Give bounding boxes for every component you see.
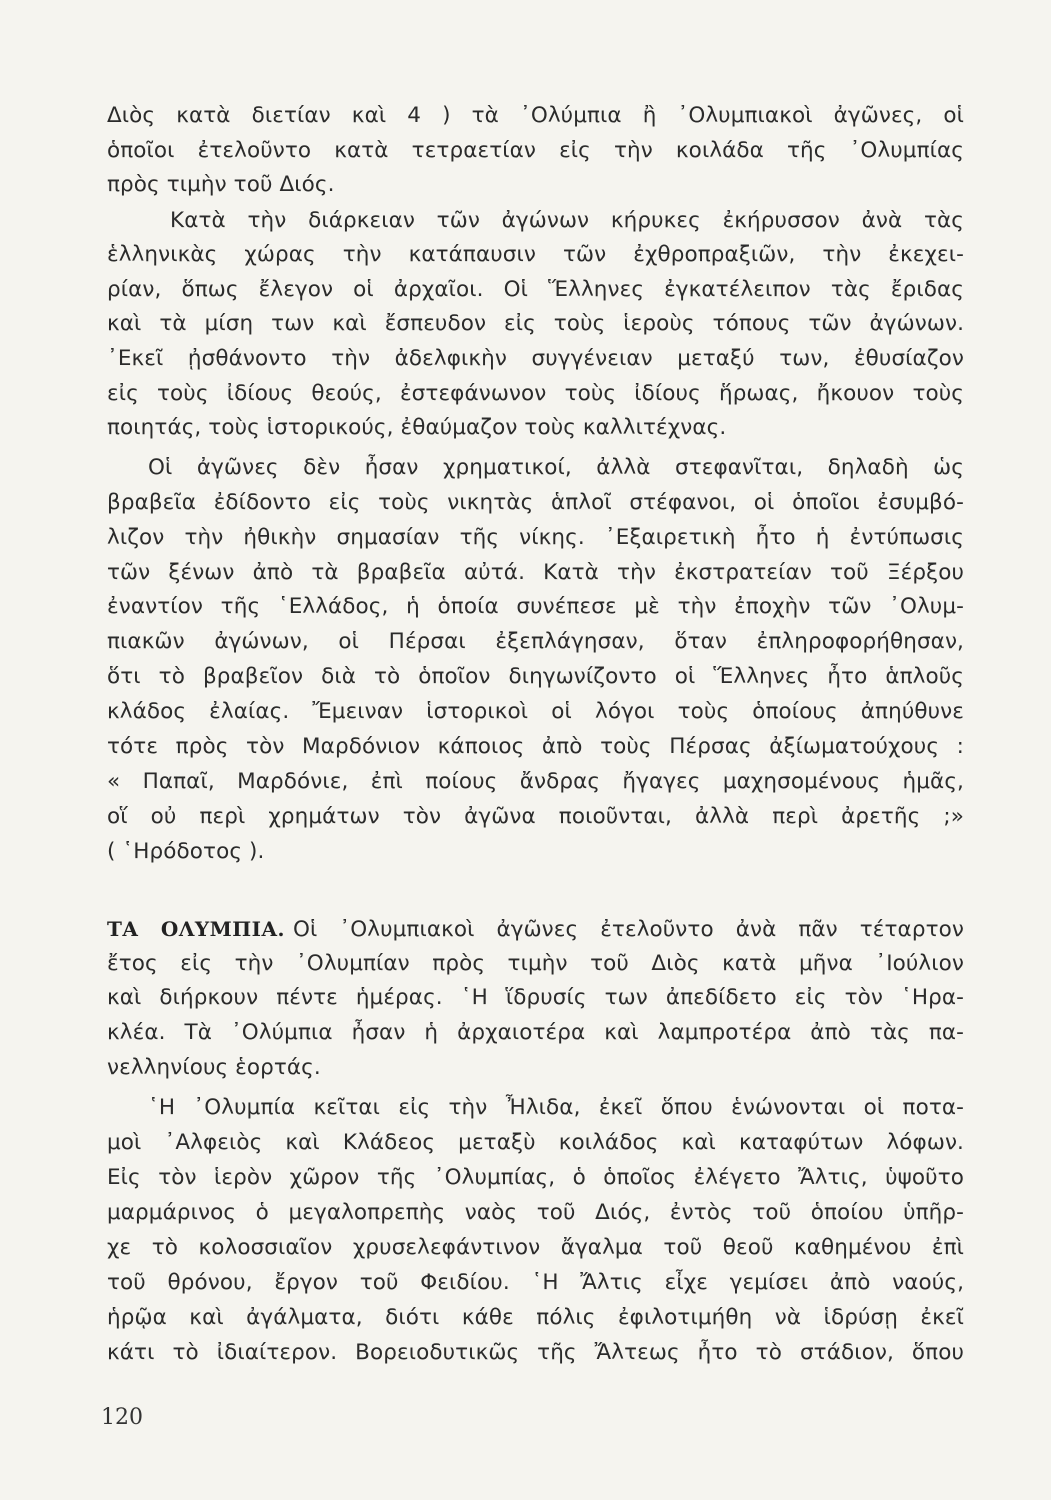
text-line: μαρμάρινος ὁ μεγαλοπρεπὴς ναὸς τοῦ Διός, ἐντὸς τοῦ ὁποίου ὑπῆρ- — [107, 1200, 964, 1225]
section-first-line — [107, 914, 964, 945]
text-line: τότε πρὸς τὸν Μαρδόνιον κάποιος ἀπὸ τοὺς Πέρσας ἀξίωματούχους : — [107, 734, 964, 759]
text-line: ἑλληνικὰς χώρας τὴν κατάπαυσιν τῶν ἐχθροπραξιῶν, τὴν ἐκεχει- — [107, 242, 964, 267]
page-number: 120 — [101, 1405, 143, 1430]
text-line: ὁποῖοι ἐτελοῦντο κατὰ τετραετίαν εἰς τὴν κοιλάδα τῆς ᾿Ολυμπίας — [107, 138, 964, 163]
text-line: χε τὸ κολοσσιαῖον χρυσελεφάντινον ἄγαλμα τοῦ θεοῦ καθημένου ἐπὶ — [107, 1235, 964, 1260]
text-line: Κατὰ τὴν διάρκειαν τῶν ἀγώνων κήρυκες ἐκήρυσσον ἀνὰ τὰς — [170, 208, 964, 233]
text-line: « Παπαῖ, Μαρδόνιε, ἐπὶ ποίους ἄνδρας ἤγαγες μαχησομένους ἡμᾶς, — [107, 769, 964, 794]
text-line: ἡρῷα καὶ ἀγάλματα, διότι κάθε πόλις ἐφιλοτιμήθη νὰ ἱδρύσῃ ἐκεῖ — [107, 1305, 964, 1330]
text-line: Εἰς τὸν ἱερὸν χῶρον τῆς ᾿Ολυμπίας, ὁ ὁποῖος ἐλέγετο Ἄλτις, ὑψοῦτο — [107, 1165, 964, 1190]
section-heading: ΤΑ ΟΛΥΜΠΙΑ. — [107, 917, 285, 941]
text-line: καὶ διήρκουν πέντε ἡμέρας. ῾Η ἵδρυσίς των ἀπεδίδετο εἰς τὸν ῾Ηρα- — [107, 985, 964, 1010]
text-line: ἐναντίον τῆς ῾Ελλάδος, ἡ ὁποία συνέπεσε μὲ τὴν ἐποχὴν τῶν ᾿Ολυμ- — [107, 594, 964, 619]
text-line: νελληνίους ἑορτάς. — [107, 1055, 321, 1080]
text-line: ὅτι τὸ βραβεῖον διὰ τὸ ὁποῖον διηγωνίζοντο οἱ Ἕλληνες ἦτο ἁπλοῦς — [107, 664, 964, 689]
text-line: ἔτος εἰς τὴν ᾿Ολυμπίαν πρὸς τιμὴν τοῦ Διὸς κατὰ μῆνα ᾿Ιούλιον — [107, 951, 964, 976]
text-line: τῶν ξένων ἀπὸ τὰ βραβεῖα αὐτά. Κατὰ τὴν ἐκστρατείαν τοῦ Ξέρξου — [107, 560, 964, 585]
text-line: πρὸς τιμὴν τοῦ Διός. — [107, 172, 335, 197]
text-line: πιακῶν ἀγώνων, οἱ Πέρσαι ἐξεπλάγησαν, ὅταν ἐπληροφορήθησαν, — [107, 629, 964, 654]
text-line: οἵ οὐ περὶ χρημάτων τὸν ἀγῶνα ποιοῦνται, ἀλλὰ περὶ ἀρετῆς ;» — [107, 804, 964, 829]
text-line: κάτι τὸ ἰδιαίτερον. Βορειοδυτικῶς τῆς Ἄλτεως ἦτο τὸ στάδιον, ὅπου — [107, 1340, 964, 1365]
text-line: βραβεῖα ἐδίδοντο εἰς τοὺς νικητὰς ἁπλοῖ στέφανοι, οἱ ὁποῖοι ἐσυμβό- — [107, 490, 964, 515]
text-line: τοῦ θρόνου, ἔργον τοῦ Φειδίου. ῾Η Ἄλτις εἶχε γεμίσει ἀπὸ ναούς, — [107, 1270, 964, 1295]
text-line: ( ῾Ηρόδοτος ). — [107, 839, 265, 864]
text-line: Οἱ ἀγῶνες δὲν ἦσαν χρηματικοί, ἀλλὰ στεφανῖται, δηλαδὴ ὡς — [148, 455, 964, 480]
text-line: καὶ τὰ μίση των καὶ ἔσπευδον εἰς τοὺς ἱεροὺς τόπους τῶν ἀγώνων. — [107, 311, 964, 336]
text-line: ποιητάς, τοὺς ἱστορικούς, ἐθαύμαζον τοὺς καλλιτέχνας. — [107, 415, 727, 440]
text-line: Διὸς κατὰ διετίαν καὶ 4 ) τὰ ᾿Ολύμπια ἢ ᾿Ολυμπιακοὶ ἀγῶνες, οἱ — [107, 103, 964, 128]
text-line: ῾Η ᾿Ολυμπία κεῖται εἰς τὴν Ἦλιδα, ἐκεῖ ὅπου ἑνώνονται οἱ ποτα- — [148, 1095, 964, 1120]
text-run: Οἱ ᾿Ολυμπιακοὶ ἀγῶνες ἐτελοῦντο ἀνὰ πᾶν τέταρτον — [293, 917, 964, 942]
text-line: λιζον τὴν ἠθικὴν σημασίαν τῆς νίκης. ᾿Εξαιρετικὴ ἦτο ἡ ἐντύπωσις — [107, 525, 964, 550]
text-line: ᾿Εκεῖ ᾐσθάνοντο τὴν ἀδελφικὴν συγγένειαν μεταξύ των, ἐθυσίαζον — [107, 346, 964, 371]
text-line: μοὶ ᾿Αλφειὸς καὶ Κλάδεος μεταξὺ κοιλάδος καὶ καταφύτων λόφων. — [107, 1130, 964, 1155]
text-line: κλάδος ἐλαίας. Ἔμειναν ἱστορικοὶ οἱ λόγοι τοὺς ὁποίους ἀπηύθυνε — [107, 699, 964, 724]
text-line: ρίαν, ὅπως ἔλεγον οἱ ἀρχαῖοι. Οἱ Ἕλληνες ἐγκατέλειπον τὰς ἔριδας — [107, 277, 964, 302]
text-line: εἰς τοὺς ἰδίους θεούς, ἐστεφάνωνον τοὺς ἰδίους ἥρωας, ἤκουον τοὺς — [107, 381, 964, 406]
text-line: κλέα. Τὰ ᾿Ολύμπια ἦσαν ἡ ἀρχαιοτέρα καὶ λαμπροτέρα ἀπὸ τὰς πα- — [107, 1020, 964, 1045]
